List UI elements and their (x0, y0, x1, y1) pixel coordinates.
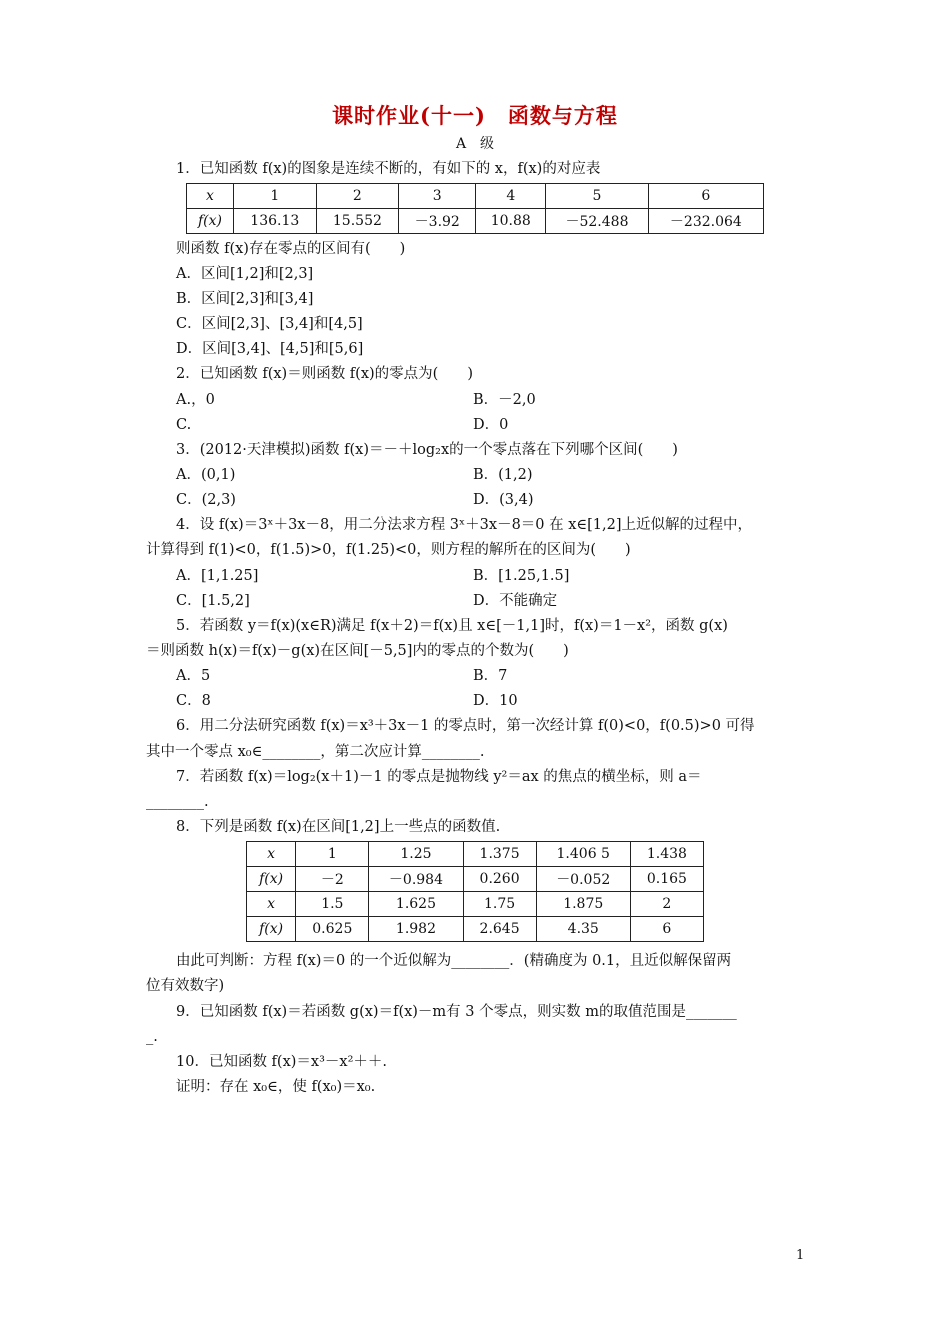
table-row (187, 184, 764, 209)
table-cell: 1.5 (296, 892, 369, 917)
q4-option-c: C．[1.5,2] (176, 593, 250, 609)
table-cell: 6 (630, 917, 703, 942)
table-cell: 6 (648, 184, 763, 209)
table-cell: x (247, 892, 296, 917)
table-cell: 1.406 5 (536, 842, 630, 867)
q5-option-a: A．5 (176, 668, 211, 684)
table-cell: 10.88 (476, 209, 546, 234)
q1-option-a: A．区间[1,2]和[2,3] (176, 266, 314, 282)
q8-line2: 位有效数字) (146, 978, 225, 994)
table-cell: 2 (316, 184, 399, 209)
q5-option-c: C．8 (176, 693, 211, 709)
q5-option-b: B．7 (473, 668, 508, 684)
q8-table (246, 841, 704, 942)
table-cell: －0.052 (536, 867, 630, 892)
table-cell: －52.488 (546, 209, 649, 234)
table-cell: －3.92 (399, 209, 476, 234)
table-cell: 4 (476, 184, 546, 209)
page-title: 课时作业(十一) 函数与方程 (332, 103, 618, 128)
q3-option-a: A．(0,1) (176, 467, 236, 483)
table-cell: 2 (630, 892, 703, 917)
q7-line2: ________. (146, 794, 209, 810)
table-cell: x (247, 842, 296, 867)
q3-stem: 3．(2012·天津模拟)函数 f(x)＝－＋log₂x的一个零点落在下列哪个区间( ) (176, 442, 678, 458)
q4-option-d: D．不能确定 (473, 593, 558, 609)
table-cell: 0.165 (630, 867, 703, 892)
q1-option-c: C．区间[2,3]、[3,4]和[4,5] (176, 316, 363, 332)
table-cell: 1.375 (463, 842, 536, 867)
table-cell: 1 (234, 184, 317, 209)
level-heading: A 级 (455, 136, 495, 152)
table-cell: 1.438 (630, 842, 703, 867)
table-cell: 15.552 (316, 209, 399, 234)
table-cell: 1.625 (369, 892, 463, 917)
table-row (247, 842, 704, 867)
q10-line2: 证明：存在 x₀∈，使 f(x₀)＝x₀. (176, 1079, 376, 1095)
q3-option-c: C．(2,3) (176, 492, 236, 508)
table-cell: 4.35 (536, 917, 630, 942)
table-cell: －0.984 (369, 867, 463, 892)
table-cell: 3 (399, 184, 476, 209)
q4-line1: 4．设 f(x)＝3ˣ＋3x－8，用二分法求方程 3ˣ＋3x－8＝0 在 x∈[1,2]上近似解的过程中， (176, 517, 753, 533)
table-cell: 1.875 (536, 892, 630, 917)
q2-option-c: C. (176, 417, 192, 433)
table-row (247, 892, 704, 917)
table-cell: 1 (296, 842, 369, 867)
q5-line2: ＝则函数 h(x)＝f(x)－g(x)在区间[－5,5]内的零点的个数为( ) (146, 643, 569, 659)
table-cell: －232.064 (648, 209, 763, 234)
table-cell: 1.75 (463, 892, 536, 917)
table-cell: 0.625 (296, 917, 369, 942)
table-cell: －2 (296, 867, 369, 892)
table-cell: f(x) (247, 917, 296, 942)
q1-table (186, 183, 764, 234)
table-row (187, 209, 764, 234)
q1-option-b: B．区间[2,3]和[3,4] (176, 291, 314, 307)
table-cell: 1.982 (369, 917, 463, 942)
q3-option-b: B．(1,2) (473, 467, 533, 483)
q2-stem: 2．已知函数 f(x)＝则函数 f(x)的零点为( ) (176, 366, 473, 382)
q2-option-b: B．－2,0 (473, 392, 536, 408)
q9-line1: 9．已知函数 f(x)＝若函数 g(x)＝f(x)－m有 3 个零点，则实数 m的取值范围是_______ (176, 1004, 737, 1020)
q1-option-d: D．区间[3,4]、[4,5]和[5,6] (176, 341, 364, 357)
q6-line1: 6．用二分法研究函数 f(x)＝x³＋3x－1 的零点时，第一次经计算 f(0)<0，f(0.5)>0 可得 (176, 718, 755, 734)
q2-option-a: A.，0 (176, 392, 215, 408)
q9-line2: _. (146, 1029, 158, 1045)
q3-option-d: D．(3,4) (473, 492, 534, 508)
table-cell: f(x) (187, 209, 234, 234)
table-cell: 136.13 (234, 209, 317, 234)
q5-option-d: D．10 (473, 693, 518, 709)
q8-stem: 8．下列是函数 f(x)在区间[1,2]上一些点的函数值. (176, 819, 501, 835)
q4-line2: 计算得到 f(1)<0，f(1.5)>0，f(1.25)<0，则方程的解所在的区间为( ) (146, 542, 631, 558)
table-row (247, 917, 704, 942)
table-cell: 0.260 (463, 867, 536, 892)
q1-question: 则函数 f(x)存在零点的区间有( ) (176, 241, 406, 257)
q8-line1: 由此可判断：方程 f(x)＝0 的一个近似解为________．(精确度为 0.1，且近似解保留两 (176, 953, 732, 969)
table-row (247, 867, 704, 892)
table-cell: f(x) (247, 867, 296, 892)
q4-option-a: A．[1,1.25] (176, 568, 259, 584)
q10-line1: 10．已知函数 f(x)＝x³－x²＋＋. (176, 1054, 388, 1070)
q7-line1: 7．若函数 f(x)＝log₂(x＋1)－1 的零点是抛物线 y²＝ax 的焦点的横坐标，则 a＝ (176, 769, 702, 785)
page-number: 1 (796, 1248, 805, 1263)
table-cell: 5 (546, 184, 649, 209)
q2-option-d: D．0 (473, 417, 509, 433)
q4-option-b: B．[1.25,1.5] (473, 568, 570, 584)
table-cell: x (187, 184, 234, 209)
q5-line1: 5．若函数 y＝f(x)(x∈R)满足 f(x＋2)＝f(x)且 x∈[－1,1]时，f(x)＝1－x²，函数 g(x) (176, 618, 728, 634)
table-cell: 2.645 (463, 917, 536, 942)
q6-line2: 其中一个零点 x₀∈________，第二次应计算________. (146, 744, 485, 760)
table-cell: 1.25 (369, 842, 463, 867)
q1-stem: 1．已知函数 f(x)的图象是连续不断的，有如下的 x，f(x)的对应表 (176, 161, 601, 177)
